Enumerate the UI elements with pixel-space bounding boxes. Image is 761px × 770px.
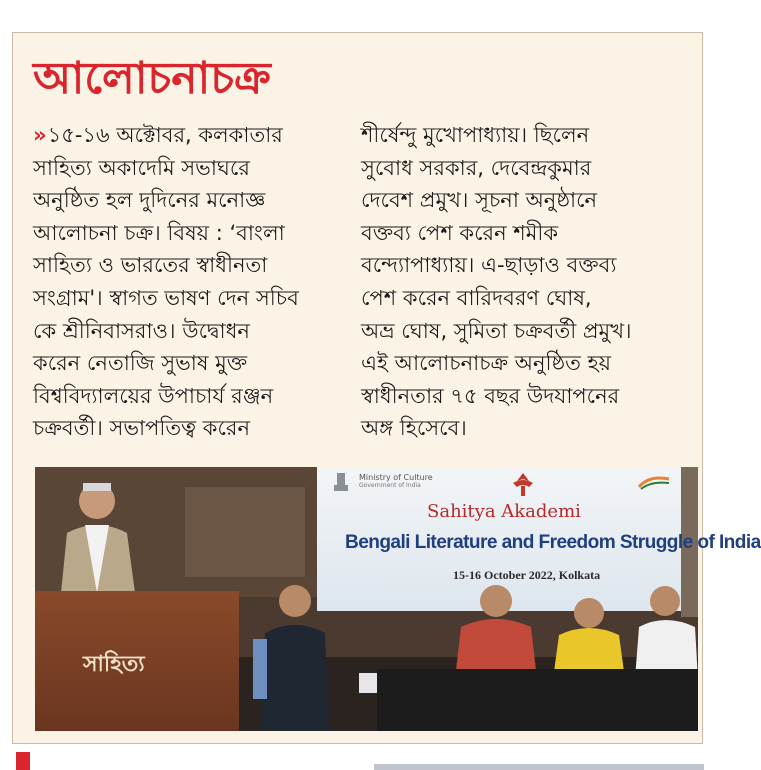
- panelist-figure: [549, 593, 629, 679]
- article-line: সাহিত্য অকাদেমি সভাঘরে: [33, 155, 250, 180]
- article-line: অনুষ্ঠিত হল দুদিনের মনোজ্ঞ: [33, 188, 266, 213]
- article-line: দেবেশ প্রমুখ। সূচনা অনুষ্ঠানে: [361, 188, 598, 213]
- banner-event-dates: 15-16 October 2022, Kolkata: [453, 568, 601, 582]
- ministry-sub-label: Government of India: [359, 482, 421, 489]
- next-photo-fragment: [374, 764, 704, 770]
- banner-event-title: Bengali Literature and Freedom Struggle of India: [345, 531, 761, 553]
- article-line: শীর্ষেন্দু মুখোপাধ্যায়। ছিলেন: [361, 123, 590, 147]
- article-line: সংগ্রাম'। স্বাগত ভাষণ দেন সচিব: [33, 285, 299, 310]
- article-line: অভ্র ঘোষ, সুমিতা চক্রবর্তী প্রমুখ।: [361, 318, 632, 343]
- panelist-figure: [449, 579, 543, 679]
- news-clipping: [12, 32, 761, 744]
- article-line: » ১৫-১৬ অক্টোবর, কলকাতার: [33, 123, 283, 147]
- article-line: পেশ করেন বারিদবরণ ঘোষ,: [361, 285, 592, 310]
- article-column-right: [361, 119, 691, 445]
- article-line: এই আলোচনাচক্র অনুষ্ঠিত হয়: [361, 351, 612, 376]
- article-line: বিশ্ববিদ্যালয়ের উপাচার্য রঞ্জন: [33, 383, 274, 408]
- panel-table: [377, 669, 698, 731]
- article-line: আলোচনা চক্র। বিষয় : ‘বাংলা: [33, 220, 285, 245]
- speaker-figure: [47, 473, 147, 593]
- panelist-figure: [633, 579, 698, 679]
- sahitya-akademi-logo-icon: [507, 471, 539, 499]
- next-article-fragment: [16, 752, 30, 770]
- lectern-logo-text: সাহিত্য: [83, 652, 145, 677]
- headline: আলোচনাচক্র: [33, 53, 271, 104]
- chevron-marker-icon: »: [33, 123, 44, 147]
- article-line: সুবোধ সরকার, দেবেন্দ্রকুমার: [361, 155, 592, 180]
- banner-org-name: Sahitya Akademi: [427, 501, 581, 522]
- article-line: চক্রবর্তী। সভাপতিত্ব করেন: [33, 416, 250, 441]
- azadi-amrit-mahotsav-logo-icon: [637, 473, 671, 491]
- lectern: [35, 591, 239, 731]
- panelist-figure: [255, 573, 335, 731]
- article-line: কে শ্রীনিবাসরাও। উদ্বোধন: [33, 318, 250, 343]
- article-line: স্বাধীনতার ৭৫ বছর উদযাপনের: [361, 383, 620, 408]
- event-photo: [35, 467, 761, 731]
- article-line: অঙ্গ হিসেবে।: [361, 416, 467, 441]
- ministry-label: Ministry of Culture: [359, 473, 433, 482]
- article-column-left: [33, 119, 349, 445]
- article-line: বক্তব্য পেশ করেন শমীক: [361, 220, 559, 245]
- article-line: সাহিত্য ও ভারতের স্বাধীনতা: [33, 253, 268, 278]
- article-line: বন্দ্যোপাধ্যায়। এ-ছাড়াও বক্তব্য: [361, 253, 617, 278]
- article-line: করেন নেতাজি সুভাষ মুক্ত: [33, 351, 248, 376]
- national-emblem-icon: [331, 471, 351, 495]
